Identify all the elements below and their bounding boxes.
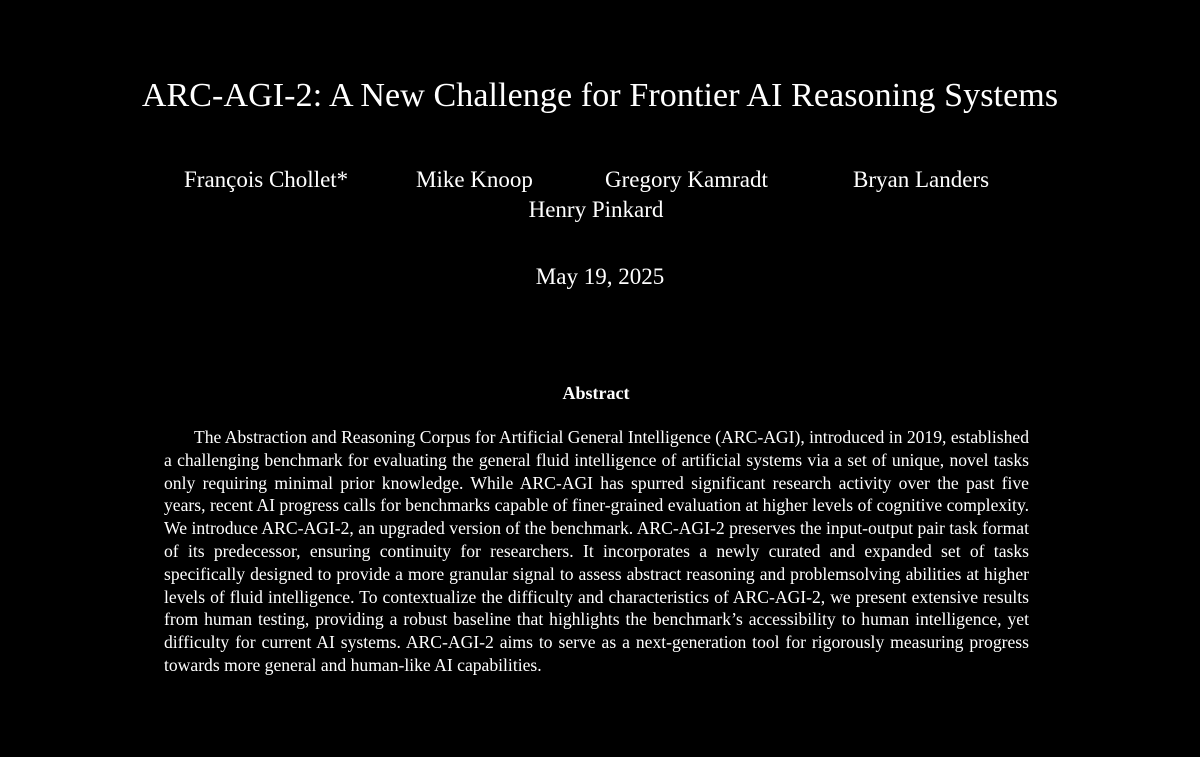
abstract-text: The Abstraction and Reasoning Corpus for Artificial General Intelligence (ARC-AGI), introduced in 2019, established a challenging benchmark for evaluating the general fluid intelligence of artificial systems via a set of unique, novel tasks only requiring minimal prior knowledge. While ARC-AGI has spurred significant research activity over the past five years, recent AI progress calls for benchmarks capable of finer-grained evaluation at higher levels of cognitive complexity. We introduce ARC-AGI-2, an upgraded version of the benchmark. ARC-AGI-2 preserves the input-output pair task format of its predecessor, ensuring continuity for researchers. It incorporates a newly curated and expanded set of tasks specifically designed to provide a more granular signal to assess abstract reasoning and problemsolving abilities at higher levels of fluid intelligence. To contextualize the difficulty and characteristics of ARC-AGI-2, we present extensive results from human testing, providing a robust baseline that highlights the benchmark’s accessibility to human intelligence, yet difficulty for current AI systems. ARC-AGI-2 aims to serve as a next-generation tool for rigorously measuring progress towards more general and human-like AI capabilities.: [164, 427, 1029, 675]
publication-date: May 19, 2025: [535, 264, 665, 289]
author-name: François Chollet*: [184, 167, 349, 192]
abstract-heading: Abstract: [562, 383, 630, 403]
author-name: Mike Knoop: [416, 167, 533, 192]
paper-title: ARC-AGI-2: A New Challenge for Frontier AI Reasoning Systems: [141, 77, 1059, 114]
author-name: Bryan Landers: [853, 167, 990, 192]
author-list: [0, 164, 1200, 196]
author-name: Gregory Kamradt: [605, 167, 768, 192]
author-name: Henry Pinkard: [528, 197, 664, 222]
author-list-line-2: [0, 194, 1200, 226]
